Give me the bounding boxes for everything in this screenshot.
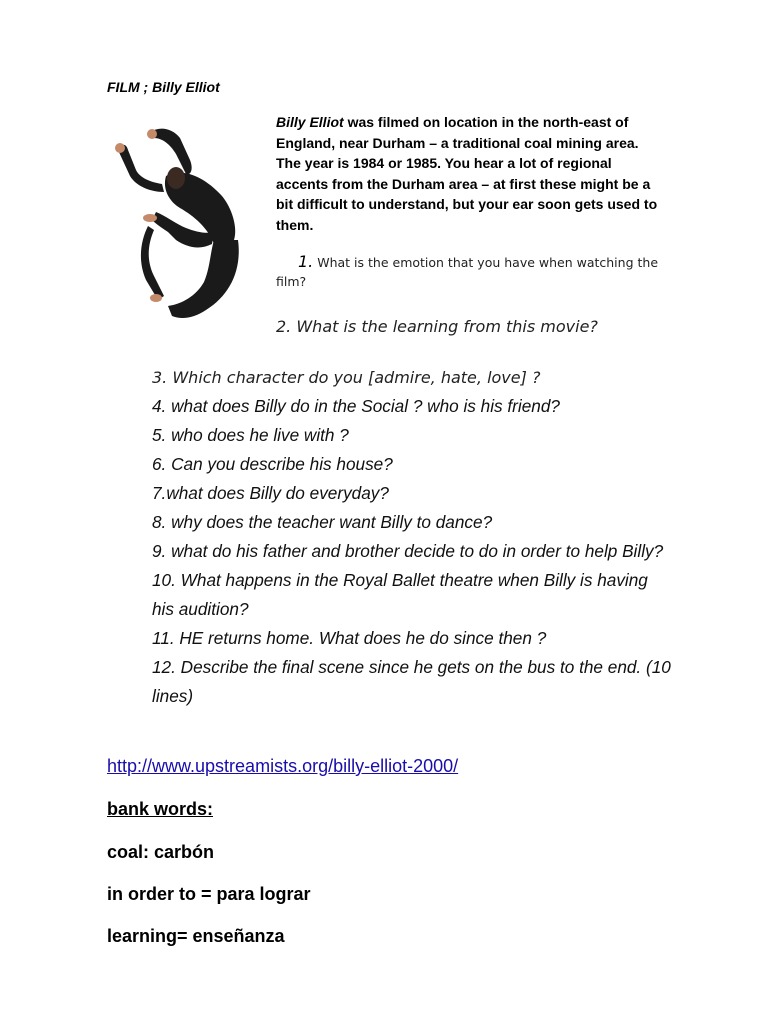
question-list xyxy=(152,392,672,711)
dancer-photo xyxy=(110,120,250,325)
list-item: 11. HE returns home. What does he do since then ? xyxy=(152,628,547,648)
list-item: 4. what does Billy do in the Social ? who is his friend? xyxy=(152,396,560,416)
bank-words-heading: bank words: xyxy=(107,799,214,819)
question-3: 3. Which character do you [admire, hate, love] ? xyxy=(152,368,541,387)
question-1-number: 1. xyxy=(298,252,314,271)
list-item: 10. What happens in the Royal Ballet theatre when Billy is having his audition? xyxy=(152,570,648,619)
intro-paragraph xyxy=(276,112,666,236)
bank-word-item: learning= enseñanza xyxy=(107,926,285,946)
bank-word-item: in order to = para lograr xyxy=(107,884,311,904)
list-item: 8. why does the teacher want Billy to dance? xyxy=(152,512,493,532)
bank-word-item: coal: carbón xyxy=(107,842,215,862)
list-item: 7.what does Billy do everyday? xyxy=(152,483,389,503)
list-item: 6. Can you describe his house? xyxy=(152,454,393,474)
question-2: 2. What is the learning from this movie? xyxy=(276,317,598,336)
film-title: FILM ; Billy Elliot xyxy=(107,79,220,95)
list-item: 12. Describe the final scene since he gets on the bus to the end. (10 lines) xyxy=(152,657,671,706)
question-1 xyxy=(276,252,666,291)
film-name: Billy Elliot xyxy=(276,114,344,130)
list-item: 5. who does he live with ? xyxy=(152,425,349,445)
film-link[interactable]: http://www.upstreamists.org/billy-elliot-2000/ xyxy=(107,756,459,776)
question-1-text: What is the emotion that you have when watching the film? xyxy=(276,255,659,289)
list-item: 9. what do his father and brother decide to do in order to help Billy? xyxy=(152,541,664,561)
intro-text: was filmed on location in the north-east of England, near Durham – a traditional coal mining area. The year is 1984 or 1985. You hear a lot of regional accents from the Durham area – at first these might be a bit difficult to understand, but your ear soon gets used to them. xyxy=(276,114,658,233)
